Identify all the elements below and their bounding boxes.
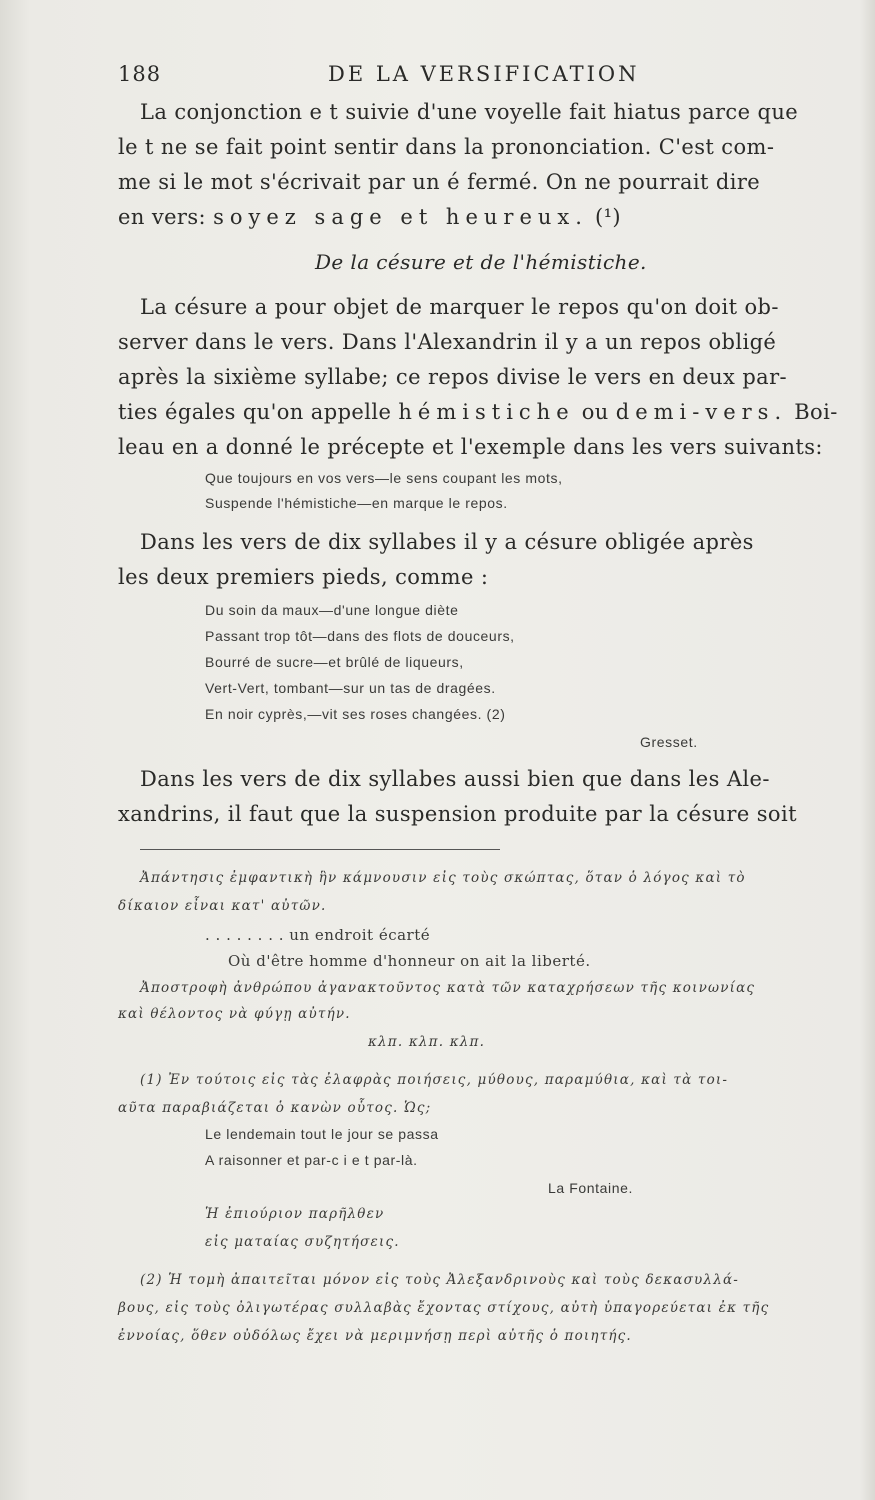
footnote-line: (2) Ἡ τομὴ ἀπαιτεῖται μόνον εἰς τοὺς Ἀλεξανδρινοὺς καὶ τοὺς δεκασυλλά- bbox=[140, 1272, 740, 1288]
footnote-line: Ἀποστροφὴ ἀνθρώπου ἀγανακτοῦντος κατὰ τῶν καταχρήσεων τῆς κοινωνίας bbox=[140, 980, 756, 996]
body-line: server dans le vers. Dans l'Alexandrin il y a un repos obligé bbox=[118, 330, 777, 354]
verse-author: Gresset. bbox=[640, 734, 698, 750]
body-text: ou bbox=[581, 400, 609, 424]
verse-line: En noir cyprès,—vit ses roses changées. (2) bbox=[205, 706, 506, 722]
body-line: Dans les vers de dix syllabes aussi bien que dans les Ale- bbox=[140, 767, 770, 791]
body-line bbox=[118, 395, 838, 430]
term-demi-vers: demi-vers. bbox=[615, 400, 788, 424]
body-line: leau en a donné le précepte et l'exemple dans les vers suivants: bbox=[118, 435, 823, 459]
body-line: le t ne se fait point sentir dans la prononciation. C'est com- bbox=[118, 135, 775, 159]
body-line: me si le mot s'écrivait par un é fermé. On ne pourrait dire bbox=[118, 170, 761, 194]
footnote-line: εἰς ματαίας συζητήσεις. bbox=[205, 1234, 400, 1250]
body-line: les deux premiers pieds, comme : bbox=[118, 565, 489, 589]
footnote-line: Ἡ ἐπιούριον παρῆλθεν bbox=[205, 1206, 385, 1222]
body-text: Boi- bbox=[794, 400, 838, 424]
page-number: 188 bbox=[118, 62, 162, 86]
verse-line: Passant trop tôt—dans des flots de douceurs, bbox=[205, 628, 515, 644]
body-line: xandrins, il faut que la suspension produite par la césure soit bbox=[118, 802, 797, 826]
body-line: La conjonction e t suivie d'une voyelle fait hiatus parce que bbox=[140, 100, 799, 124]
footnote-line: A raisonner et par-c i e t par-là. bbox=[205, 1152, 418, 1168]
footnote-line: Ἀπάντησις ἐμφαντικὴ ἣν κάμνουσιν εἰς τοὺς σκώπτας, ὅταν ὁ λόγος καὶ τὸ bbox=[140, 870, 746, 886]
body-line: après la sixième syllabe; ce repos divise le vers en deux par- bbox=[118, 365, 788, 389]
body-line bbox=[118, 200, 621, 235]
running-header bbox=[118, 62, 834, 92]
body-text: en vers: bbox=[118, 205, 207, 229]
verse-line: Que toujours en vos vers—le sens coupant les mots, bbox=[205, 470, 563, 486]
running-title: DE LA VERSIFICATION bbox=[328, 62, 640, 86]
verse-line: Bourré de sucre—et brûlé de liqueurs, bbox=[205, 654, 464, 670]
section-title: De la césure et de l'hémistiche. bbox=[315, 250, 647, 274]
footnote-line: ἐννοίας, ὅθεν οὐδόλως ἔχει νὰ μεριμνήσῃ περὶ αὐτῆς ὁ ποιητής. bbox=[118, 1328, 632, 1344]
body-line: Dans les vers de dix syllabes il y a césure obligée après bbox=[140, 530, 754, 554]
footnote-line: Le lendemain tout le jour se passa bbox=[205, 1126, 439, 1142]
footnote-line: δίκαιον εἶναι κατ' αὐτῶν. bbox=[118, 898, 327, 914]
example-phrase: soyez sage et heureux. bbox=[213, 205, 588, 229]
footnote-line: βους, εἰς τοὺς ὀλιγωτέρας συλλαβὰς ἔχοντας στίχους, αὐτὴ ὑπαγορεύεται ἐκ τῆς bbox=[118, 1300, 770, 1316]
footnote-rule bbox=[140, 849, 500, 850]
verse-line: Vert-Vert, tombant—sur un tas de dragées. bbox=[205, 680, 496, 696]
verse-line: Suspende l'hémistiche—en marque le repos. bbox=[205, 495, 508, 511]
footnote-line: αῦτα παραβιάζεται ὁ κανὼν οὗτος. Ὡς; bbox=[118, 1100, 432, 1116]
verse-author: La Fontaine. bbox=[548, 1180, 634, 1196]
verse-line: Du soin da maux—d'une longue diète bbox=[205, 602, 459, 618]
footnote-line: καὶ θέλοντος νὰ φύγῃ αὐτήν. bbox=[118, 1006, 351, 1022]
footnote-line: . . . . . . . . un endroit écarté bbox=[205, 926, 431, 944]
footnote-line: κλπ. κλπ. κλπ. bbox=[368, 1034, 486, 1050]
footnote-line: (1) Ἐν τούτοις εἰς τὰς ἐλαφρὰς ποιήσεις, μύθους, παραμύθια, καὶ τὰ τοι- bbox=[140, 1072, 729, 1088]
footnote-ref: (¹) bbox=[595, 205, 622, 229]
body-text: ties égales qu'on appelle bbox=[118, 400, 392, 424]
footnote-line: Où d'être homme d'honneur on ait la liberté. bbox=[228, 952, 591, 970]
term-hemistiche: hémistiche bbox=[398, 400, 575, 424]
body-line: La césure a pour objet de marquer le repos qu'on doit ob- bbox=[140, 295, 779, 319]
